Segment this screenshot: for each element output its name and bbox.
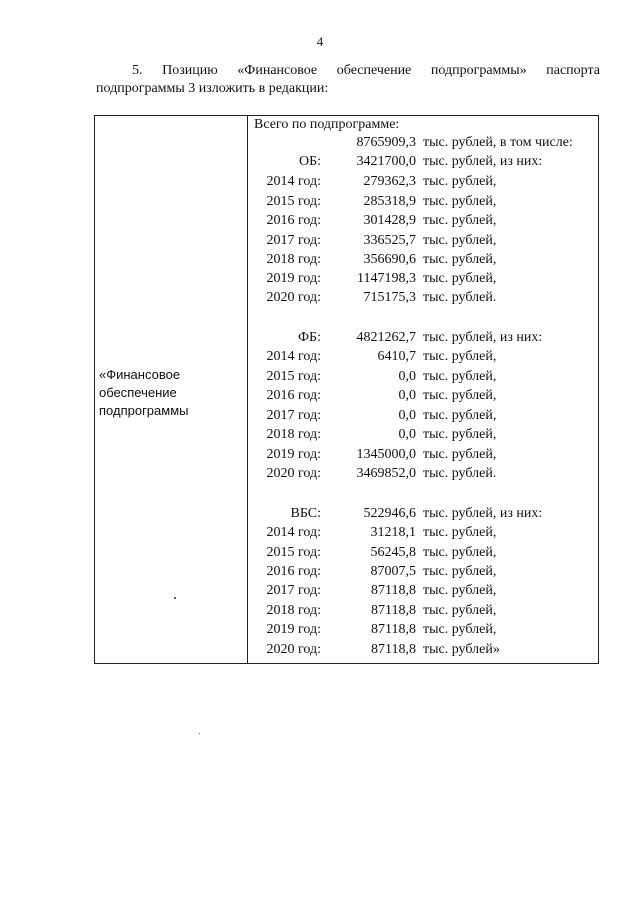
table-row [254, 506, 598, 525]
table-row [254, 290, 598, 309]
table-row [254, 252, 598, 271]
row-label: 2018 год: [266, 603, 321, 618]
row-label: 2019 год: [266, 447, 321, 462]
column-divider [247, 116, 248, 663]
row-label: 2017 год: [266, 583, 321, 598]
row-value: 0,0 [398, 388, 416, 403]
row-label: 2018 год: [266, 427, 321, 442]
row-value: 301428,9 [363, 213, 416, 228]
row-label: ВБС: [290, 506, 321, 521]
row-unit: тыс. рублей, [423, 564, 497, 579]
table-row [254, 525, 598, 544]
row-unit: тыс. рублей, [423, 174, 497, 189]
row-label: 2020 год: [266, 642, 321, 657]
row-value: 4821262,7 [356, 330, 416, 345]
row-value: 6410,7 [377, 349, 416, 364]
row-value: 3469852,0 [356, 466, 416, 481]
row-label: 2014 год: [266, 174, 321, 189]
financing-table [94, 115, 599, 664]
table-header: Всего по подпрограмме: [254, 117, 400, 132]
table-row [254, 564, 598, 583]
row-value: 87118,8 [371, 642, 416, 657]
table-row [254, 545, 598, 564]
row-value: 522946,6 [363, 506, 416, 521]
row-label: 2015 год: [266, 369, 321, 384]
table-row [254, 330, 598, 349]
row-unit: тыс. рублей, [423, 194, 497, 209]
row-unit: тыс. рублей, [423, 252, 497, 267]
intro-line-1: 5. Позицию «Финансовое обеспечение подпрограммы» паспорта [132, 63, 600, 78]
row-label: 2020 год: [266, 290, 321, 305]
row-value: 56245,8 [370, 545, 416, 560]
row-value: 0,0 [398, 369, 416, 384]
row-unit: тыс. рублей, [423, 583, 497, 598]
table-row [254, 408, 598, 427]
table-row [254, 642, 598, 661]
row-unit: тыс. рублей, [423, 447, 497, 462]
table-row [254, 369, 598, 388]
row-label: ФБ: [298, 330, 321, 345]
row-unit: тыс. рублей, [423, 545, 497, 560]
row-value: 87118,8 [371, 583, 416, 598]
table-row [254, 174, 598, 193]
row-unit: тыс. рублей, из них: [423, 330, 543, 345]
row-unit: тыс. рублей, [423, 213, 497, 228]
table-left-label [99, 366, 245, 420]
row-value: 3421700,0 [356, 154, 416, 169]
row-value: 0,0 [398, 427, 416, 442]
row-label: 2014 год: [266, 525, 321, 540]
row-label: 2015 год: [266, 545, 321, 560]
table-row [254, 447, 598, 466]
row-label: 2016 год: [266, 388, 321, 403]
row-unit: тыс. рублей, [423, 603, 497, 618]
row-value: 715175,3 [363, 290, 416, 305]
left-label-line: обеспечение [99, 385, 177, 400]
row-label: 2017 год: [266, 408, 321, 423]
table-row [254, 349, 598, 368]
row-unit: тыс. рублей, [423, 408, 497, 423]
row-label: 2017 год: [266, 233, 321, 248]
row-value: 31218,1 [370, 525, 416, 540]
row-unit: тыс. рублей. [423, 290, 497, 305]
row-value: 87007,5 [370, 564, 416, 579]
row-unit: тыс. рублей, [423, 525, 497, 540]
row-value: 8765909,3 [356, 135, 416, 150]
row-label: 2016 год: [266, 213, 321, 228]
row-unit: тыс. рублей, [423, 349, 497, 364]
table-row [254, 427, 598, 446]
scan-speck [174, 597, 176, 599]
table-row [254, 233, 598, 252]
intro-paragraph [96, 62, 600, 98]
table-row [254, 194, 598, 213]
row-value: 87118,8 [371, 622, 416, 637]
scan-speck [199, 733, 200, 734]
table-row [254, 583, 598, 602]
row-label: 2018 год: [266, 252, 321, 267]
table-row [254, 135, 598, 154]
row-unit: тыс. рублей» [423, 642, 500, 657]
table-row [254, 603, 598, 622]
table-row [254, 271, 598, 290]
row-value: 279362,3 [363, 174, 416, 189]
left-label-line: подпрограммы [99, 403, 189, 418]
page-number: 4 [316, 34, 324, 49]
table-row [254, 213, 598, 232]
row-unit: тыс. рублей, [423, 427, 497, 442]
row-value: 1147198,3 [357, 271, 416, 286]
row-value: 87118,8 [371, 603, 416, 618]
row-unit: тыс. рублей, в том числе: [423, 135, 573, 150]
left-label-line: «Финансовое [99, 367, 181, 382]
row-value: 336525,7 [363, 233, 416, 248]
table-row [254, 466, 598, 485]
row-value: 0,0 [398, 408, 416, 423]
row-label: 2015 год: [266, 194, 321, 209]
row-unit: тыс. рублей, [423, 271, 497, 286]
row-unit: тыс. рублей, [423, 233, 497, 248]
row-unit: тыс. рублей, [423, 388, 497, 403]
row-label: 2020 год: [266, 466, 321, 481]
row-value: 285318,9 [363, 194, 416, 209]
row-label: 2014 год: [266, 349, 321, 364]
table-row [254, 622, 598, 641]
intro-line-2: подпрограммы 3 изложить в редакции: [96, 81, 329, 96]
row-unit: тыс. рублей. [423, 466, 497, 481]
row-label: 2019 год: [266, 622, 321, 637]
row-unit: тыс. рублей, [423, 622, 497, 637]
row-label: 2016 год: [266, 564, 321, 579]
row-label: 2019 год: [266, 271, 321, 286]
row-unit: тыс. рублей, из них: [423, 154, 543, 169]
table-row [254, 388, 598, 407]
row-value: 1345000,0 [356, 447, 416, 462]
row-unit: тыс. рублей, [423, 369, 497, 384]
table-row [254, 154, 598, 173]
row-unit: тыс. рублей, из них: [423, 506, 543, 521]
row-value: 356690,6 [363, 252, 416, 267]
row-label: ОБ: [298, 154, 321, 169]
